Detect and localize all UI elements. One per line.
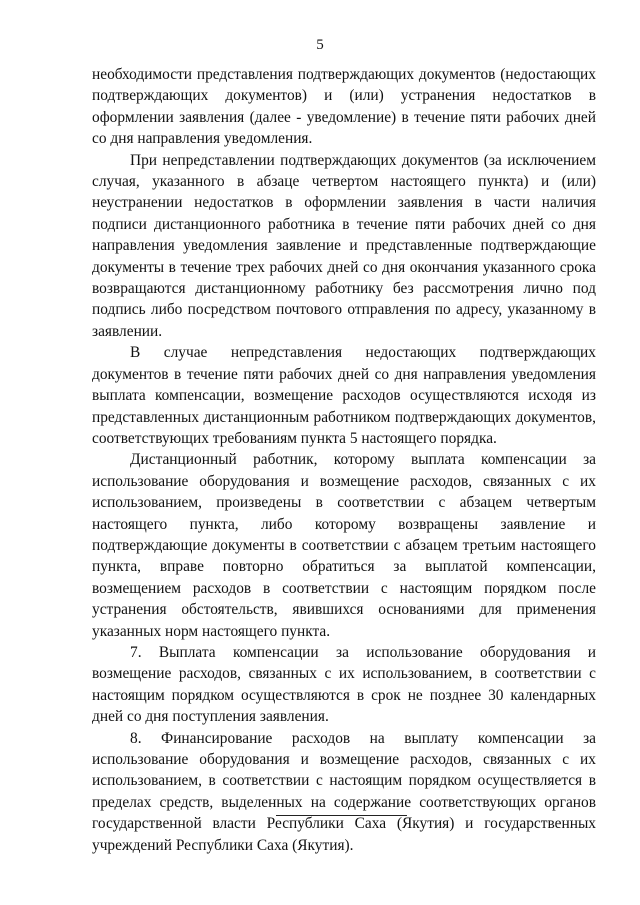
paragraph-item-8: 8. Финансирование расходов на выплату компенсации за использование оборудования и возмещение расходов, связанных с их использованием, в соответствии с настоящим порядком осуществляется в пределах средств, выделенных на содержание соответствующих органов государственной власти Республики Саха (Якутия) и государственных учреждений Республики Саха (Якутия). (92, 729, 596, 854)
paragraph-missing-documents: В случае непредставления недостающих подтверждающих документов в течение пяти рабочих дней со дня направления уведомления выплата компенсации, возмещение расходов осуществляются исходя из представленных дистанционным работником подтверждающих документов, соответствующих требованиям пункта 5 настоящего порядка. (92, 344, 596, 447)
paragraph-item-7: 7. Выплата компенсации за использование оборудования и возмещение расходов, связанных с их использованием, в соответствии с настоящим порядком осуществляются в срок не позднее 30 календарных дней со дня поступления заявления. (92, 643, 596, 726)
closing-divider-line (276, 815, 407, 816)
paragraph-continuation: необходимости представления подтверждающих документов (недостающих подтверждающих документов) и (или) устранения недостатков в оформлении заявления (далее - уведомление) в течение пяти рабочих дней со дня направления уведомления. (92, 66, 596, 148)
document-body (92, 64, 596, 856)
paragraph-reapplication: Дистанционный работник, которому выплата компенсации за использование оборудования и возмещение расходов, связанных с их использованием, произведены в соответствии с абзацем четвертым настоящего пункта, либо которому возвращены заявление и подтверждающие документы в соответствии с абзацем третьим настоящего пункта, вправе повторно обратиться за выплатой компенсации, возмещением расходов в соответствии с настоящим порядком после устранения обстоятельств, явившихся основаниями для применения указанных норм настоящего пункта. (92, 451, 596, 640)
paragraph-nonsubmission: При непредставлении подтверждающих документов (за исключением случая, указанного в абзаце четвертом настоящего пункта) и (или) неустранении недостатков в оформлении заявления в части наличия подписи дистанционного работника в течение пяти рабочих дней со дня направления уведомления заявление и представленные подтверждающие документы в течение трех рабочих дней со дня окончания указанного срока возвращаются дистанционному работнику без рассмотрения лично под подпись либо посредством почтового отправления по адресу, указанному в заявлении. (92, 151, 596, 340)
page-number: 5 (316, 37, 324, 53)
